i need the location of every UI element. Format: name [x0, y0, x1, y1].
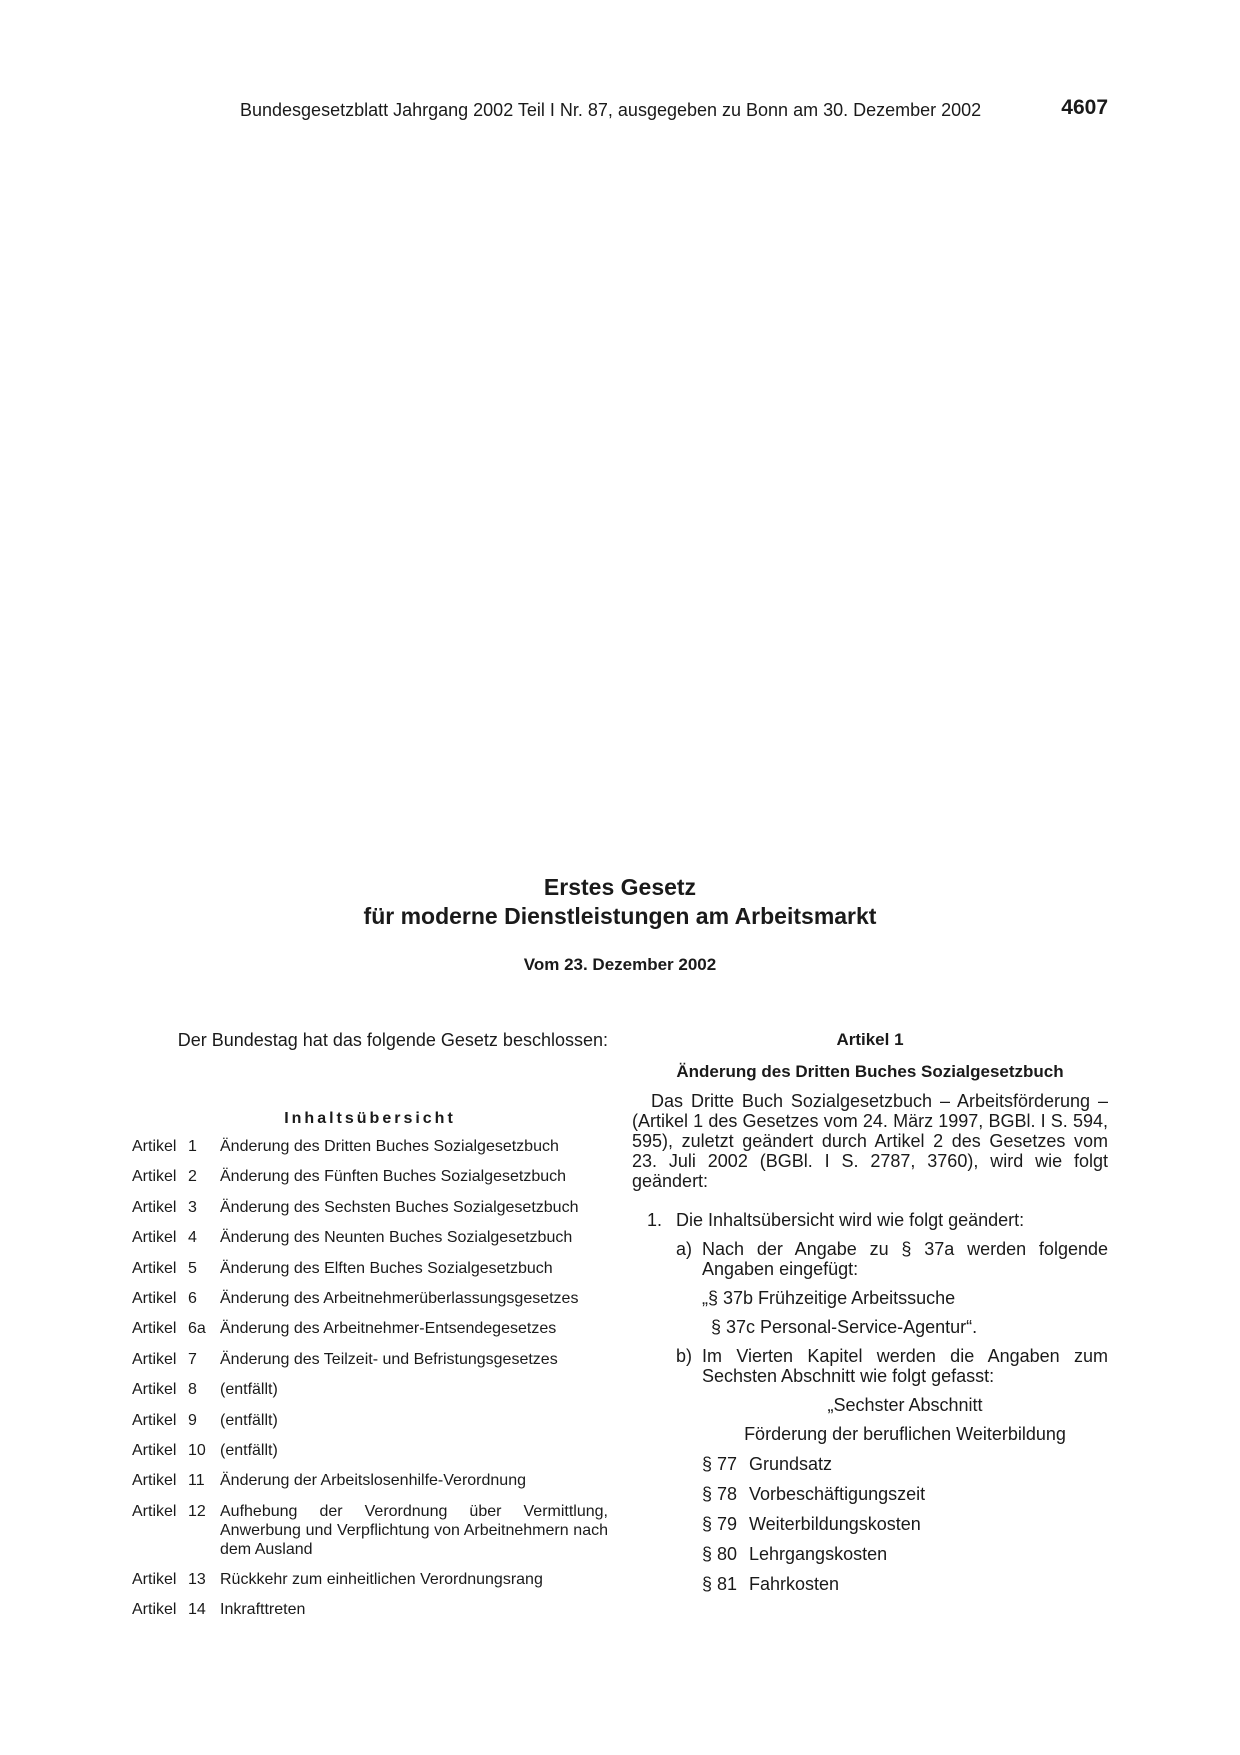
toc-article-title: (entfällt) [220, 1411, 278, 1429]
toc-article-title: Änderung des Arbeitnehmerüberlassungsgesetzes [220, 1289, 579, 1307]
toc-article-word: Artikel [132, 1502, 177, 1520]
toc-row [132, 1198, 608, 1217]
law-title-line-2: für moderne Dienstleistungen am Arbeitsmarkt [363, 903, 877, 929]
law-date: Vom 23. Dezember 2002 [523, 955, 717, 974]
toc-article-number: 6a [188, 1320, 206, 1338]
sub-item-a [676, 1239, 1108, 1279]
toc-article-number: 1 [188, 1138, 197, 1155]
toc-row [132, 1471, 608, 1490]
toc-article-title: Änderung des Elften Buches Sozialgesetzbuch [220, 1259, 553, 1277]
enacting-clause: Der Bundestag hat das folgende Gesetz beschlossen: [177, 1030, 608, 1050]
toc-article-word: Artikel [132, 1259, 177, 1277]
article-heading: Artikel 1 [836, 1030, 904, 1049]
toc-article-number: 8 [188, 1381, 197, 1399]
paragraph-number: § 78 [702, 1484, 738, 1504]
law-title [0, 873, 1240, 931]
toc-article-number: 2 [188, 1168, 197, 1186]
paragraph-title: Fahrkosten [749, 1574, 840, 1594]
paragraph-title: Lehrgangskosten [749, 1544, 888, 1564]
toc-row [132, 1259, 608, 1278]
sub-item-text: Nach der Angabe zu § 37a werden folgende Angaben eingefügt: [702, 1239, 1108, 1279]
toc-article-number: 10 [188, 1441, 206, 1459]
quoted-entry: § 37c Personal-Service-Agentur“. [711, 1317, 978, 1337]
toc-article-number: 6 [188, 1289, 197, 1307]
paragraph-title: Vorbeschäftigungszeit [749, 1484, 926, 1504]
toc-row [132, 1502, 608, 1559]
toc-article-number: 7 [188, 1350, 197, 1368]
toc-article-title: Änderung des Sechsten Buches Sozialgesetzbuch [220, 1198, 579, 1216]
toc-heading: Inhaltsübersicht [284, 1110, 456, 1127]
toc-article-number: 12 [188, 1502, 206, 1520]
toc-article-number: 11 [188, 1472, 205, 1490]
table-of-contents [132, 1137, 608, 1619]
sub-item-text: Im Vierten Kapitel werden die Angaben zum Sechsten Abschnitt wie folgt gefasst: [702, 1346, 1108, 1386]
quoted-entry: „§ 37b Frühzeitige Arbeitssuche [702, 1288, 956, 1308]
law-title-line-1: Erstes Gesetz [543, 874, 697, 900]
toc-article-number: 4 [188, 1229, 197, 1247]
page-number: 4607 [1061, 96, 1108, 119]
intro-paragraph: Das Dritte Buch Sozialgesetzbuch – Arbeitsförderung – (Artikel 1 des Gesetzes vom 24. März 1997, BGBl. I S. 594, 595), zuletzt geändert durch Artikel 2 des Gesetzes vom 23. Juli 2002 (BGBl. I S. 2787, 3760), wird wie folgt geändert: [632, 1091, 1108, 1191]
toc-article-title: Änderung der Arbeitslosenhilfe-Verordnung [220, 1472, 526, 1490]
toc-article-word: Artikel [132, 1289, 177, 1307]
running-title: Bundesgesetzblatt Jahrgang 2002 Teil I Nr. 87, ausgegeben zu Bonn am 30. Dezember 2002 [240, 100, 982, 120]
toc-article-title: Rückkehr zum einheitlichen Verordnungsrang [220, 1571, 543, 1589]
toc-article-word: Artikel [132, 1320, 177, 1338]
toc-article-title: Änderung des Neunten Buches Sozialgesetzbuch [220, 1229, 573, 1247]
toc-row [132, 1137, 608, 1156]
toc-article-word: Artikel [132, 1381, 177, 1399]
toc-row [132, 1441, 608, 1460]
right-column [632, 1030, 1108, 1594]
toc-row [132, 1228, 608, 1247]
section-subtitle: Förderung der beruflichen Weiterbildung [744, 1424, 1066, 1444]
toc-article-word: Artikel [132, 1229, 177, 1247]
toc-article-title: Änderung des Arbeitnehmer-Entsendegesetzes [220, 1320, 557, 1338]
sub-item-label: b) [676, 1346, 693, 1366]
toc-article-word: Artikel [132, 1350, 177, 1368]
toc-article-word: Artikel [132, 1472, 177, 1490]
paragraph-number: § 81 [702, 1574, 738, 1594]
paragraph-title: Grundsatz [749, 1454, 833, 1474]
paragraph-number: § 79 [702, 1514, 738, 1534]
paragraph-number: § 80 [702, 1544, 738, 1564]
toc-article-title: (entfällt) [220, 1441, 278, 1459]
toc-article-word: Artikel [132, 1571, 177, 1589]
toc-article-word: Artikel [132, 1198, 177, 1216]
toc-article-word: Artikel [132, 1411, 177, 1429]
paragraph-entry [702, 1544, 1108, 1564]
sub-item-b [676, 1346, 1108, 1386]
toc-article-number: 5 [188, 1259, 197, 1277]
toc-row [132, 1570, 608, 1589]
left-column [132, 1030, 608, 1631]
paragraph-number: § 77 [702, 1454, 738, 1474]
toc-article-title: Änderung des Dritten Buches Sozialgesetzbuch [220, 1138, 559, 1155]
amendment-item-1 [632, 1210, 1108, 1230]
toc-row [132, 1411, 608, 1430]
toc-article-word: Artikel [132, 1441, 177, 1459]
toc-article-title: (entfällt) [220, 1381, 278, 1399]
page-header [240, 96, 1108, 126]
toc-row [132, 1600, 608, 1619]
toc-article-title: Änderung des Fünften Buches Sozialgesetzbuch [220, 1168, 567, 1186]
article-subheading: Änderung des Dritten Buches Sozialgesetzbuch [676, 1062, 1064, 1081]
paragraph-entry [702, 1484, 1108, 1504]
toc-row [132, 1319, 608, 1338]
item-number: 1. [647, 1210, 663, 1230]
toc-article-number: 9 [188, 1411, 197, 1429]
toc-row [132, 1167, 608, 1186]
item-text: Die Inhaltsübersicht wird wie folgt geändert: [676, 1210, 1025, 1230]
paragraph-entry [702, 1514, 1108, 1534]
toc-article-number: 14 [188, 1601, 206, 1619]
toc-article-title: Änderung des Teilzeit- und Befristungsgesetzes [220, 1350, 558, 1368]
toc-article-number: 13 [188, 1571, 206, 1589]
toc-row [132, 1350, 608, 1369]
toc-article-word: Artikel [132, 1601, 177, 1619]
toc-article-word: Artikel [132, 1138, 177, 1155]
toc-article-word: Artikel [132, 1168, 177, 1186]
toc-article-title: Aufhebung der Verordnung über Vermittlung, Anwerbung und Verpflichtung von Arbeitnehmern nach dem Ausland [220, 1502, 608, 1558]
paragraph-entry [702, 1454, 1108, 1474]
paragraph-entry [702, 1574, 1108, 1594]
toc-article-title: Inkrafttreten [220, 1601, 306, 1619]
section-title: „Sechster Abschnitt [827, 1395, 983, 1415]
toc-row [132, 1289, 608, 1308]
sub-item-label: a) [676, 1239, 693, 1259]
toc-article-number: 3 [188, 1198, 197, 1216]
toc-row [132, 1380, 608, 1399]
paragraph-title: Weiterbildungskosten [749, 1514, 921, 1534]
